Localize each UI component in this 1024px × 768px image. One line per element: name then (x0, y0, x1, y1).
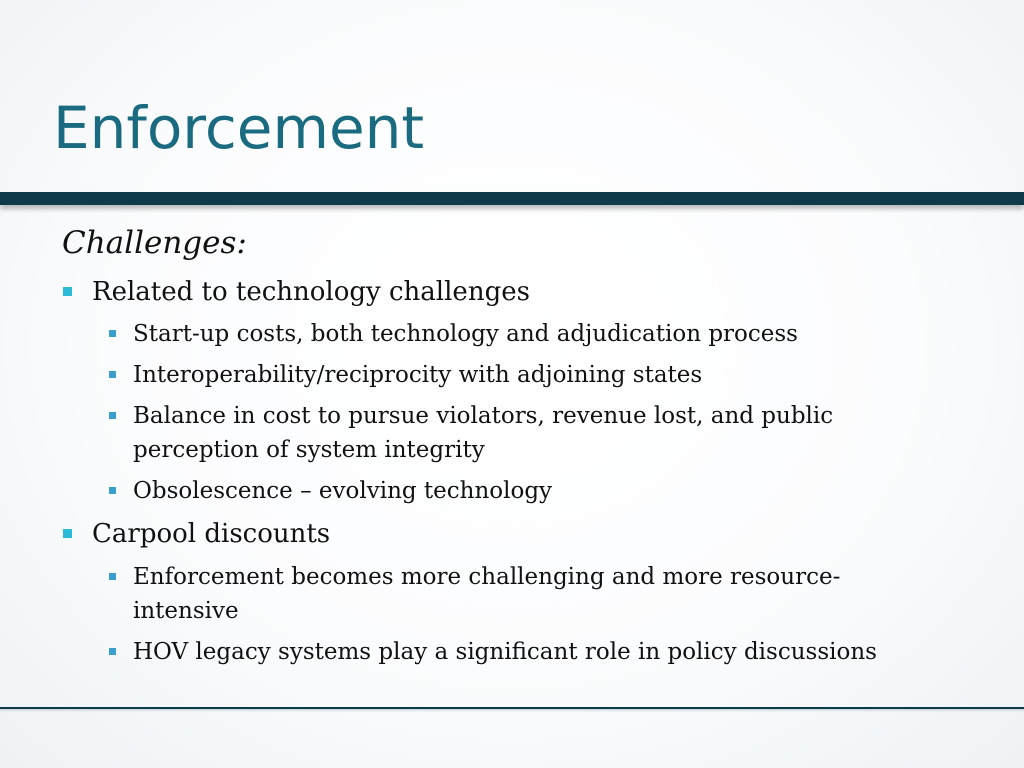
bullet-item (92, 275, 952, 309)
bullet-square-icon (109, 412, 116, 419)
bullet-square-icon (63, 529, 72, 538)
bullet-square-icon (109, 371, 116, 378)
sub-bullet-item (133, 635, 993, 669)
bullet-text: Carpool discounts (92, 519, 331, 549)
bullet-square-icon (109, 648, 116, 655)
bullet-square-icon (63, 287, 72, 296)
sub-bullet-item (133, 560, 883, 628)
sub-bullet-item (133, 317, 913, 351)
bullet-square-icon (109, 487, 116, 494)
bullet-text: Related to technology challenges (92, 277, 530, 307)
footer-divider-shadow (0, 709, 1024, 712)
bullet-item (92, 517, 952, 551)
bullet-square-icon (109, 573, 116, 580)
sub-bullet-item (133, 474, 913, 508)
slide-title: Enforcement (53, 94, 425, 162)
sub-bullet-text: Start-up costs, both technology and adjudication process (133, 321, 798, 347)
sub-bullet-text: HOV legacy systems play a significant role in policy discussions (133, 639, 877, 665)
section-heading: Challenges: (62, 225, 247, 261)
sub-bullet-text: Obsolescence – evolving technology (133, 478, 553, 504)
sub-bullet-item (133, 399, 863, 467)
sub-bullet-text: Interoperability/reciprocity with adjoining states (133, 362, 703, 388)
sub-bullet-item (133, 358, 913, 392)
sub-bullet-text: Balance in cost to pursue violators, revenue lost, and public perception of system integrity (133, 403, 834, 463)
title-divider (0, 192, 1024, 205)
sub-bullet-text: Enforcement becomes more challenging and more resource-intensive (133, 564, 841, 624)
bullet-square-icon (109, 330, 116, 337)
